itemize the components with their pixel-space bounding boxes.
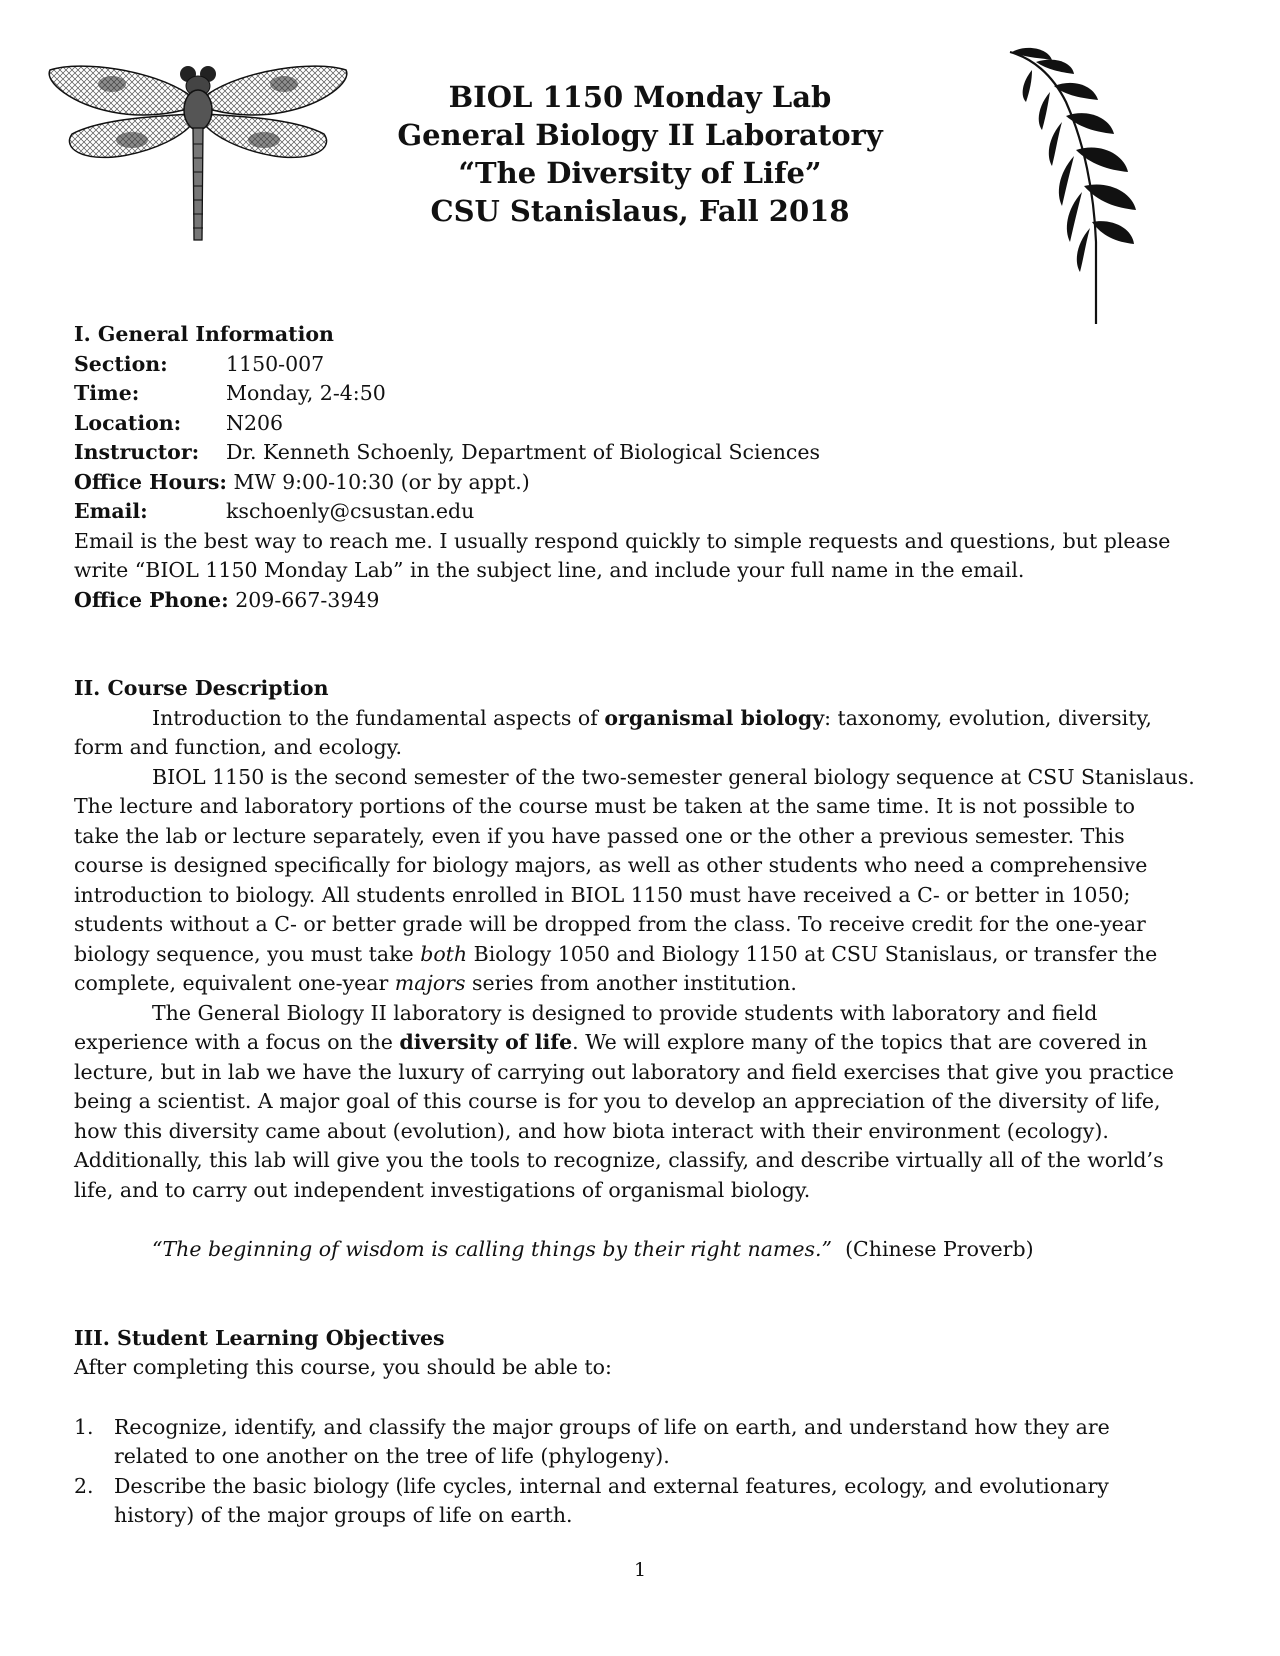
objective-item	[74, 1413, 1204, 1472]
info-value: Monday, 2-4:50	[226, 381, 386, 405]
paragraph-2-line-1: BIOL 1150 is the second semester of the two-semester general biology sequence at CSU Stanislaus.	[152, 764, 1195, 789]
info-label: Section:	[74, 351, 168, 376]
document-body	[74, 320, 1204, 1531]
info-value: 1150-007	[226, 351, 325, 376]
paragraph-1-line-1	[74, 704, 1204, 734]
section-heading-general-information: I. General Information	[74, 322, 334, 346]
section-spacer	[74, 615, 1204, 674]
office-hours-value: MW 9:00-10:30 (or by appt.)	[233, 469, 530, 494]
title-line-3: “The Diversity of Life”	[458, 156, 822, 190]
paragraph-3-line-7: life, and to carry out independent investigations of organismal biology.	[74, 1177, 811, 1202]
email-link[interactable]: kschoenly@csustan.edu	[226, 499, 475, 523]
info-label: Time:	[74, 381, 140, 405]
info-label: Instructor:	[74, 440, 200, 464]
info-row-office-hours	[74, 468, 1204, 498]
paragraph-3-line-3: lecture, but in lab we have the luxury of carrying out laboratory and field exercises that give you practice	[74, 1059, 1174, 1084]
section-spacer	[74, 1265, 1204, 1324]
info-row-office-phone	[74, 586, 1204, 616]
quote-source: (Chinese Proverb)	[845, 1237, 1034, 1261]
list-number: 2.	[74, 1473, 94, 1498]
list-number: 1.	[74, 1414, 94, 1439]
paragraph-3-line-4: being a scientist. A major goal of this course is for you to develop an appreciation of the diversity of life,	[74, 1089, 1161, 1113]
office-phone-value: 209-667-3949	[235, 587, 380, 612]
section-heading-course-description: II. Course Description	[74, 676, 329, 700]
paragraph-2-line-6: students without a C- or better grade will be dropped from the class. To receive credit for the one-year	[74, 912, 1146, 936]
paragraph-2-line-4: course is designed specifically for biology majors, as well as other students who need a comprehensive	[74, 853, 1148, 877]
paragraph-2-line-5: introduction to biology. All students enrolled in BIOL 1150 must have received a C- or better in 1050;	[74, 882, 1131, 907]
paragraph-3-line-6: Additionally, this lab will give you the tools to recognize, classify, and describe virtually all of the world’s	[74, 1148, 1164, 1172]
objective-line: Recognize, identify, and classify the major groups of life on earth, and understand how they are	[114, 1414, 1110, 1439]
info-value: N206	[226, 410, 284, 435]
email-label: Email:	[74, 499, 148, 523]
paragraph-2-line-8	[74, 969, 1204, 999]
paragraph-2-line-7	[74, 940, 1204, 970]
info-row-time	[74, 379, 1204, 409]
email-note-line-1: Email is the best way to reach me. I usually respond quickly to simple requests and questions, but please	[74, 528, 1171, 553]
email-note-line-2: write “BIOL 1150 Monday Lab” in the subject line, and include your full name in the email.	[74, 558, 1025, 582]
text-run: series from another institution.	[465, 971, 797, 995]
quote-text: “The beginning of wisdom is calling things by their right names.”	[152, 1237, 833, 1261]
fern-illustration	[996, 42, 1156, 326]
objective-line: Describe the basic biology (life cycles, internal and external features, ecology, and evolutionary	[114, 1473, 1109, 1498]
info-row-instructor	[74, 438, 1204, 468]
paragraph-3-line-2	[74, 1028, 1204, 1058]
objective-item	[74, 1472, 1204, 1531]
paragraph-spacer	[74, 1383, 1204, 1413]
page-number: 1	[633, 1559, 647, 1581]
bold-term: organismal biology	[604, 705, 825, 730]
document-title	[340, 78, 940, 230]
italic-term: both	[420, 941, 468, 966]
info-value: Dr. Kenneth Schoenly, Department of Biological Sciences	[226, 440, 821, 464]
text-run: . We will explore many of the topics that are covered in	[572, 1030, 1148, 1054]
title-line-1: BIOL 1150 Monday Lab	[448, 80, 832, 114]
title-line-2: General Biology II Laboratory	[397, 118, 883, 152]
office-phone-label: Office Phone:	[74, 587, 229, 612]
text-run: Introduction to the fundamental aspects of	[152, 705, 605, 730]
paragraph-3-line-5: how this diversity came about (evolution), and how biota interact with their environment (ecology).	[74, 1118, 1109, 1143]
objectives-intro: After completing this course, you should be able to:	[74, 1355, 612, 1379]
info-row-email	[74, 497, 1204, 527]
title-line-4: CSU Stanislaus, Fall 2018	[430, 194, 850, 228]
italic-term: majors	[394, 971, 466, 995]
bold-term: diversity of life	[399, 1030, 573, 1054]
info-row-location	[74, 409, 1204, 439]
text-run: complete, equivalent one-year	[74, 971, 395, 995]
objective-line: history) of the major groups of life on earth.	[114, 1503, 573, 1527]
text-run: experience with a focus on the	[74, 1030, 400, 1054]
text-run: Biology 1050 and Biology 1150 at CSU Stanislaus, or transfer the	[467, 941, 1158, 966]
info-row-section	[74, 350, 1204, 380]
paragraph-2-line-3: take the lab or lecture separately, even if you have passed one or the other a previous semester. This	[74, 823, 1125, 848]
info-label: Location:	[74, 410, 182, 435]
objective-line: related to one another on the tree of life (phylogeny).	[114, 1444, 670, 1468]
paragraph-2-line-2: The lecture and laboratory portions of the course must be taken at the same time. It is not possible to	[74, 794, 1135, 818]
office-hours-label: Office Hours:	[74, 469, 227, 494]
text-run: : taxonomy, evolution, diversity,	[824, 705, 1152, 730]
text-run: biology sequence, you must take	[74, 941, 421, 966]
dragonfly-illustration	[42, 52, 354, 250]
paragraph-1-line-2: form and function, and ecology.	[74, 735, 403, 759]
section-heading-learning-objectives: III. Student Learning Objectives	[74, 1325, 445, 1350]
proverb-quote	[74, 1235, 1204, 1265]
paragraph-3-line-1: The General Biology II laboratory is designed to provide students with laboratory and field	[152, 1000, 1098, 1025]
